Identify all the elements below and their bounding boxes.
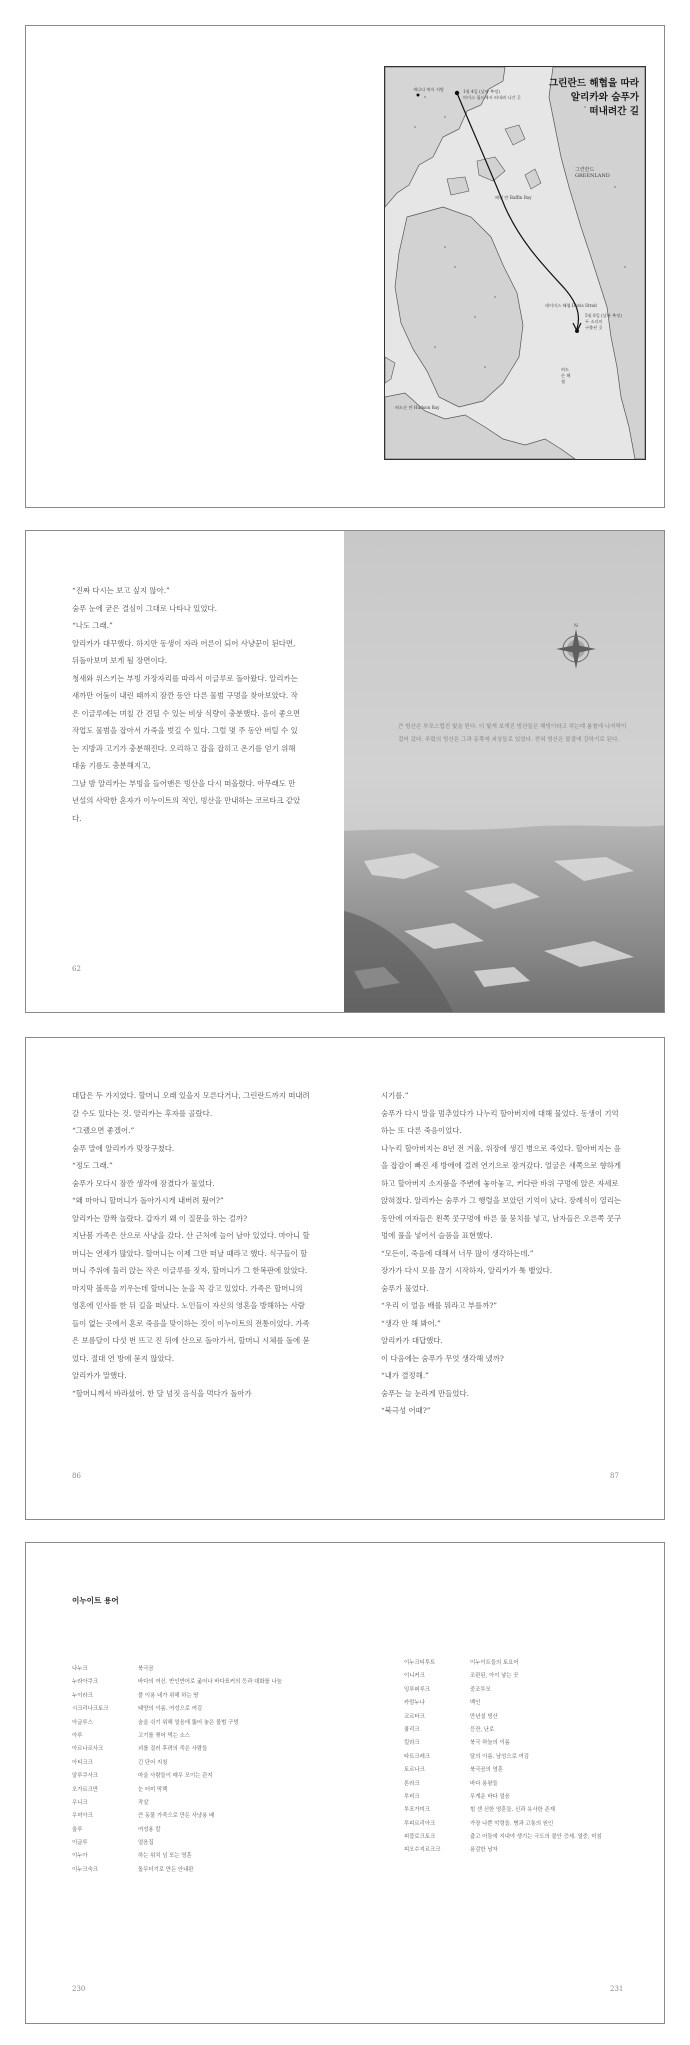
glossary-entry [404,1699,644,1707]
glossary-entry [404,1659,644,1667]
iceberg-photo-drawing [344,531,665,1013]
paragraph: 지난봄 가족은 산으로 사냥을 갔다. 산 근처에 늘어 남아 있었다. 마아니 할머니는 연세가 많았다. 할머니는 이제 그만 떠날 때라고 했다. 식구들이 할머니 주위에 둘러 앉는 작은 이글루를 짓자, 할머니가 그 한복판에 앉았다. 마지막 볼록을 끼우는데 할머니는 눈을 꼭 감고 있었다. 가족은 할머니의 영혼에 인사를 한 뒤 길을 떠났다. 노인들이 자신의 영혼을 방해하는 사람들이 없는 곳에서 혼로 죽음을 맞이하는 것이 이누이트의 전통이었다. 가족은 보름달이 다섯 번 뜨고 진 뒤에 산으로 돌아가서, 할머니 시체를 돌에 묻었다. 절대 연 방에 묻지 않았다. [72,1231,310,1363]
glossary-term: 이니커크 [404,1673,425,1680]
glossary-heading: 이누이트 용어 [72,1596,119,1605]
glossary-term: 울루 [72,1826,83,1833]
glossary-definition: 백인 [470,1700,481,1707]
map-label-hudson-bay: 허드슨 만 Hudson Bay [395,405,440,410]
glossary-definition: 숨을 쉬기 위해 얼음에 뚫어 놓은 물범 구멍 [138,1719,239,1726]
paragraph: “모든이, 죽음에 대해서 너무 많이 생각하는데.” [381,1248,534,1258]
glossary-term: 이누아 [72,1853,88,1860]
glossary-entry [404,1739,644,1747]
glossary-entry [404,1780,644,1788]
page-number-left: 86 [72,1472,81,1480]
glossary-entry [72,1799,312,1807]
glossary-definition: 작살 [138,1799,149,1806]
map-title-line: 떠내려간 길 [589,106,639,117]
paragraph: 알리카가 대꾸했다. 하지만 동생이 자라 어른이 되어 사냥꾼이 된다면, 뒤돌아보며 보게 될 장면이다. [72,638,296,665]
glossary-entry [72,1678,312,1686]
iceberg-photo [344,531,665,1013]
glossary-definition: 북극곰 [138,1666,154,1672]
glossary-definition: 마을 사람들이 매우 모이는 관지 [138,1773,213,1780]
glossary-term: 오가르크만 [72,1786,99,1793]
glossary-definition: 중조투모 [470,1686,491,1693]
glossary-entry [72,1852,312,1860]
map-label-canada: 캐나다 북서 지방 [413,87,444,92]
glossary-term: 아티크크 [72,1759,93,1766]
paragraph: 숨푸가 물었다. [381,1283,429,1293]
glossary-definition: 힘 센 신한 영혼들. 신과 유사한 존재 [470,1807,555,1814]
glossary-term: 이누크숙크 [72,1866,99,1873]
page-number: 62 [72,965,81,973]
paragraph: “정도 그래.” [72,1161,113,1170]
glossary-entry [404,1846,644,1854]
glossary-entry [404,1820,644,1828]
paragraph: 이 다음에는 숨푸가 무엇 생각해 냈까? [381,1353,504,1363]
glossary-definition: 하는 위치 넘 또는 영혼 [138,1853,192,1860]
glossary-term: 토르나크 [404,1767,425,1774]
glossary-entry [404,1726,644,1734]
glossary-term: 아르나르사크 [72,1746,104,1753]
glossary-term: 킬라크 [404,1740,420,1747]
photo-caption: 큰 빙산은 부모스럽진 빛을 띤다. 더 빛게 보게진 빙산들은 해빙이라고 하는데 봄철에 나지막이 걸어 갔다. 푸렀의 빙산은 그과 동쪽에 괴상들로 있었다. 전혀 빙산은 물결에 강하기로 된다. [398,724,627,743]
paragraph: 청새와 위스키는 부빙 가장자리를 따라서 이글루로 돌아왔다. 알리카는 새까만 어둠이 내린 때까지 잠깐 동안 다른 물범 구멍을 찾아보았다. 작은 이글루에는 며칠 간 견딜 수 있는 비상 식량이 충분했다. 음이 좋으면 작업도 물범을 잡아서 가죽을 벗길 수 있다. 그럴 몇 주 동안 버틸 수 있는 지방과 고기가 충분해진다. 오리하고 잡을 잡히고 온기를 얻기 위해 대움 기름도 충분해지고, [72,673,301,770]
glossary-definition: 가장 나쁜 악령들. 병과 고통의 원인 [470,1820,554,1827]
glossary-definition: 이누이트들의 토요어 [470,1660,519,1666]
left-page-text [72,582,302,827]
glossary-term: 투비크 [404,1793,420,1800]
paragraph: “북극성 어때?” [381,1406,431,1415]
page-number-right: 231 [610,1985,624,1993]
map-label-strait: 허드슨 해협 [561,367,571,384]
glossary-entry [404,1766,644,1774]
spread-story-text [25,1037,665,1520]
glossary-entry [72,1719,312,1727]
paragraph: 나누킥 할아버지는 8년 전 겨울, 위장에 생긴 병으로 죽었다. 할아버지는 음을 잡감이 빠진 세 방에에 걸려 연기으로 잠겨갔다. 얼굴은 새쪽으로 향하게 하고 할아버지 소지품을 주변에 놓아놓고, 커다란 바위 구멍에 앉은 자세로 앉혀졌다. 알리카는 숨푸가 그 행렬을 보았던 기억이 났다. 장례식이 열리는 동안에 여자들은 왼쪽 콧구멍에 바른 풀 뭉치를 넣고, 남자들은 오른쪽 콧구멍에 풀을 넣어서 슬픔을 표현했다. [381,1143,622,1240]
left-page-text [72,1087,312,1402]
glossary-term: 카맘누나 [404,1700,425,1707]
map-label-greenland: 그린란드 GREENLAND [575,167,610,179]
map-title-line: 그린란드 해협을 따라 [548,78,639,89]
glossary-definition: 바다 용왕들 [470,1780,498,1787]
glossary-term: 타트크레크 [404,1753,431,1760]
glossary-definition: 여성용 칼 [138,1826,161,1833]
glossary-entry [72,1732,312,1740]
glossary-definition: 춥고 어둠에 지내야 생기는 극도의 불안 증세. 열중, 미침 [470,1834,602,1841]
paragraph: “왜 마아니 할머니가 돌아가시게 내버려 뒀어?” [72,1196,224,1205]
route-map [384,66,646,460]
paragraph: 알리카는 깜짝 놀랐다. 갑자기 왜 이 질문을 하는 걸까? [72,1213,248,1223]
paragraph: “진짜 다시는 보고 싶지 않아.” [72,586,170,595]
glossary-term: 아루 [72,1732,83,1739]
glossary-entry [72,1745,312,1753]
glossary-entry [72,1786,312,1794]
spread-story-photo [25,530,665,1013]
glossary-entry [404,1753,644,1761]
glossary-term: 시크리나크토크 [72,1706,109,1713]
glossary-definition: 북극곰의 영혼 [470,1767,503,1774]
map-drawing [385,67,645,459]
paragraph: 알리카가 대답했다. [381,1336,443,1345]
glossary-entry [404,1833,644,1841]
glossary-term: 이글루 [72,1840,88,1847]
glossary-definition: 큰 동물 가죽으로 만든 사냥용 배 [138,1813,215,1820]
glossary-entry [72,1839,312,1847]
glossary-entry [404,1672,644,1680]
glossary-term: 잉루퍼루크 [404,1686,431,1693]
glossary-definition: 긴 단어 지칭 [138,1759,168,1766]
glossary-left-column [72,1665,312,1879]
glossary-term: 우미아크 [72,1813,93,1820]
glossary-entry [72,1759,312,1767]
paragraph: “우리 이 얼음 배를 뭐라고 부를까?” [381,1301,498,1310]
glossary-definition: 등잔, 난로 [470,1726,495,1733]
glossary-term: 톤라크 [404,1780,420,1787]
glossary-entry [72,1812,312,1820]
glossary-definition: 조판된, 아이 낳는 곳 [470,1673,519,1680]
glossary-term: 이누크티투트 [404,1660,436,1666]
paragraph: 숨푸가 다시 말을 멈추었다가 나누킥 할아버지에 대해 물었다. 동생이 기억하는 또 다른 죽음이었다. [381,1108,619,1135]
paragraph: “생각 안 해 봐어.” [381,1318,441,1328]
glossary-right-column [404,1659,644,1860]
paragraph: “할머니께서 바라셨어. 한 달 넘짓 음식을 먹다가 돌아가 [72,1388,252,1398]
glossary-definition: 바다의 여신. 반인반어로 굶어나 바다표커의 등과 대화를 나눔 [138,1679,282,1686]
paragraph: 알리카가 말했다. [72,1371,127,1380]
paragraph: 숨푸가 모다시 잠깐 생각에 잠겼다가 물었다. [72,1178,215,1188]
glossary-term: 누라아쿠크 [72,1679,99,1686]
glossary-term: 알루쿠사크 [72,1773,99,1780]
spread-map [25,25,665,508]
glossary-term: 아글루스 [72,1719,93,1726]
glossary-term: 나누크 [72,1666,88,1672]
paragraph: 숨푸 눈에 굳은 결심이 그대로 나타나 있었다. [72,603,217,613]
paragraph: 대답은 두 가지였다. 할머니 오래 있을지 모른다거나, 그린란드까지 떠내려갈 수도 있다는 것. 알리카는 후자를 골랐다. [72,1091,310,1118]
paragraph: 시기를.” [381,1091,409,1100]
right-page-text [381,1087,625,1420]
glossary-entry [72,1826,312,1834]
map-label-end: 5월 8일 (날짜 추정) 두 소녀의 구출된 곳 [585,313,622,330]
glossary-entry [72,1866,312,1874]
glossary-term: 우니크 [72,1799,88,1806]
glossary-definition: 괴를 질러 후려의 죽은 사람들 [138,1746,208,1753]
page-number-left: 230 [72,1985,86,1993]
glossary-definition: 만년설 빙산 [470,1713,498,1720]
paragraph: “내가 결정해.” [381,1371,429,1380]
glossary-term: 피블로크토크 [404,1834,436,1841]
glossary-entry [72,1772,312,1780]
spread-glossary [25,1542,665,2024]
paragraph: 숨푸 말에 알리카가 맞장구쳤다. [72,1143,175,1153]
paragraph: “그랬으면 좋겠어.” [72,1126,135,1135]
glossary-term: 투포가미크 [404,1807,431,1814]
glossary-term: 코르타크 [404,1713,425,1720]
glossary-definition: 북극 하늘의 이름 [470,1740,510,1747]
glossary-definition: 돌무더기로 만든 안내판 [138,1866,194,1873]
glossary-term: 쿨리크 [404,1726,420,1733]
glossary-definition: 용감한 남자 [470,1847,498,1854]
map-title-line: 알리카와 숨푸가 [570,92,639,103]
glossary-definition: 태양의 이름. 여성으로 여김 [138,1706,203,1713]
paragraph: 장가가 다시 모를 끊기 시작하자, 알리카가 툭 뱉었다. [381,1266,553,1275]
glossary-definition: 얼음집 [138,1840,154,1847]
glossary-entry [404,1713,644,1721]
glossary-entry [72,1705,312,1713]
glossary-entry [404,1793,644,1801]
svg-text:N: N [573,623,579,629]
paragraph: “나도 그래.” [72,621,113,630]
glossary-term: 투피르리아크 [404,1820,436,1827]
glossary-entry [404,1806,644,1814]
glossary-definition: 고기를 찢어 먹는 소스 [138,1732,191,1739]
paragraph: 그날 밤 알리카는 부빙을 들어맨은 빙산을 다시 떠올렸다. 아무래도 만년설의 사막한 혼자가 이누이트의 적인, 빙산을 만내하는 코르타크 같았다. [72,778,301,823]
glossary-definition: 달의 이름. 남성으로 여김 [470,1753,529,1760]
glossary-term: 누이라크 [72,1692,93,1699]
map-label-baffin-bay: 배핀 만 Baffin Bay [495,195,532,200]
map-label-davis: 데이비스 해협 Davis Strait [545,303,598,308]
glossary-definition: 눈 터미 막렉 [138,1786,168,1793]
glossary-entry [404,1686,644,1694]
page-number-right: 87 [610,1472,619,1480]
glossary-entry [72,1665,312,1673]
glossary-entry [72,1692,312,1700]
glossary-term: 피오수지르크크 [404,1847,441,1854]
glossary-definition: 풀 이용 네가 위해 하는 땅 [138,1692,199,1699]
map-label-start: 1월 4일 (날짜 추정) 아이스 필드에서 떠내려 나간 곳 [463,89,521,100]
paragraph: 숨푸는 늘 눈라게 만들었다. [381,1388,469,1398]
glossary-definition: 무게운 바다 얼음 [470,1793,510,1800]
